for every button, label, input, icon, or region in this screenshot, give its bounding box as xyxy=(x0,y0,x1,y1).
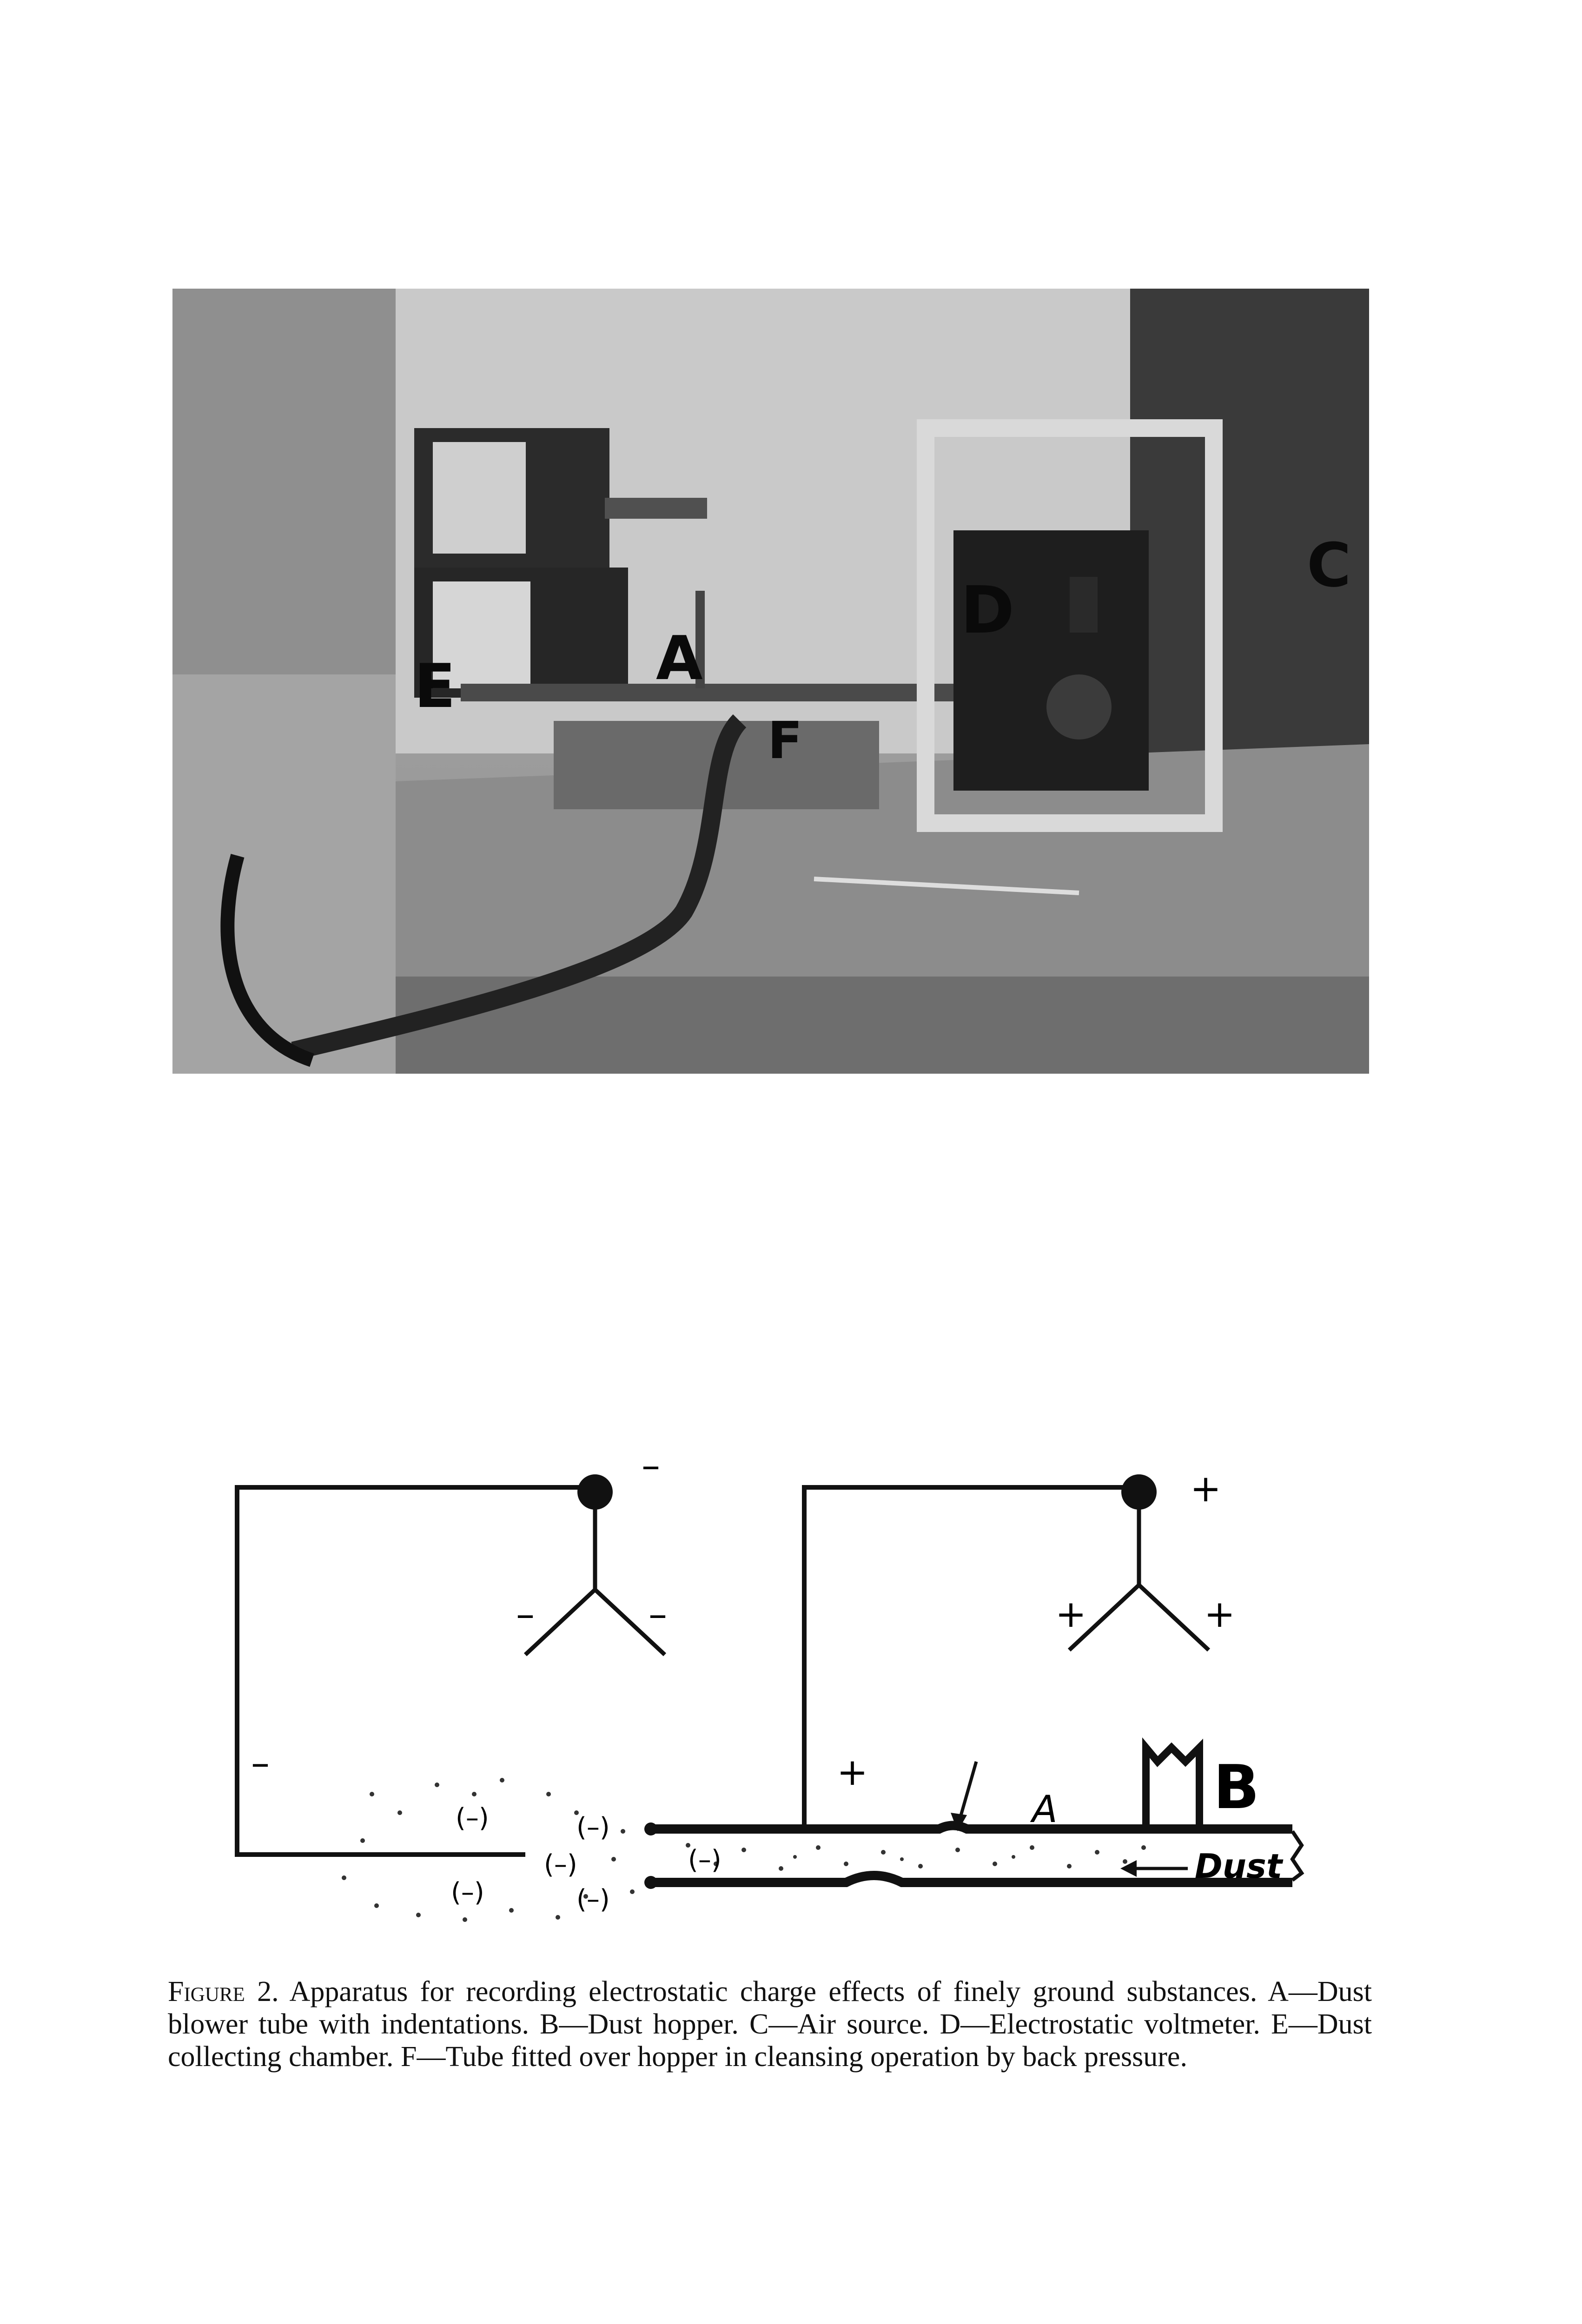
cloud-charge-5: (–) xyxy=(576,1884,610,1915)
right-sign-arm-right: + xyxy=(1204,1592,1236,1636)
left-sign-top: – xyxy=(642,1459,660,1487)
figure-caption xyxy=(168,1975,1372,2073)
caption-text: 2. Apparatus for recording electrostatic charge effects of finely ground substances. A—Dust blower tube with indentations. B—Dust hopper. C—Air source. D—Electrostatic voltmeter. E—Dust collecting chamber. F—Tube fitted over hopper in cleansing operation by back pressure. xyxy=(168,1976,1372,2073)
right-sign-wire: + xyxy=(837,1750,868,1794)
hopper-label-b: B xyxy=(1213,1752,1260,1822)
schematic-drawing xyxy=(223,1459,1320,1924)
apparatus-photograph xyxy=(172,289,1369,1074)
cloud-charge-3: (–) xyxy=(544,1849,577,1880)
right-sign-arm-left: + xyxy=(1055,1592,1087,1636)
cloud-charge-1: (–) xyxy=(456,1803,489,1833)
left-sign-arm-right: – xyxy=(649,1592,667,1636)
photo-label-d: D xyxy=(960,573,1015,648)
photo-drawing xyxy=(172,289,1369,1074)
left-sign-wire: – xyxy=(251,1741,270,1784)
charge-schematic xyxy=(223,1459,1320,1927)
photo-label-a: A xyxy=(656,623,703,693)
cloud-charge-4: (–) xyxy=(451,1877,484,1908)
photo-label-f: F xyxy=(768,711,803,770)
photo-label-c: C xyxy=(1307,530,1351,601)
figure-word: Figure xyxy=(168,1976,245,2007)
cloud-charge-2: (–) xyxy=(576,1812,610,1842)
tube-dust-particles xyxy=(686,1843,1146,1871)
right-sign-top: + xyxy=(1190,1467,1222,1510)
left-sign-arm-left: – xyxy=(516,1592,535,1636)
tube-charge: (–) xyxy=(688,1845,721,1875)
tube-label-a: A xyxy=(1032,1788,1058,1831)
photo-label-e: E xyxy=(414,651,456,721)
dust-label: Dust xyxy=(1195,1847,1283,1886)
